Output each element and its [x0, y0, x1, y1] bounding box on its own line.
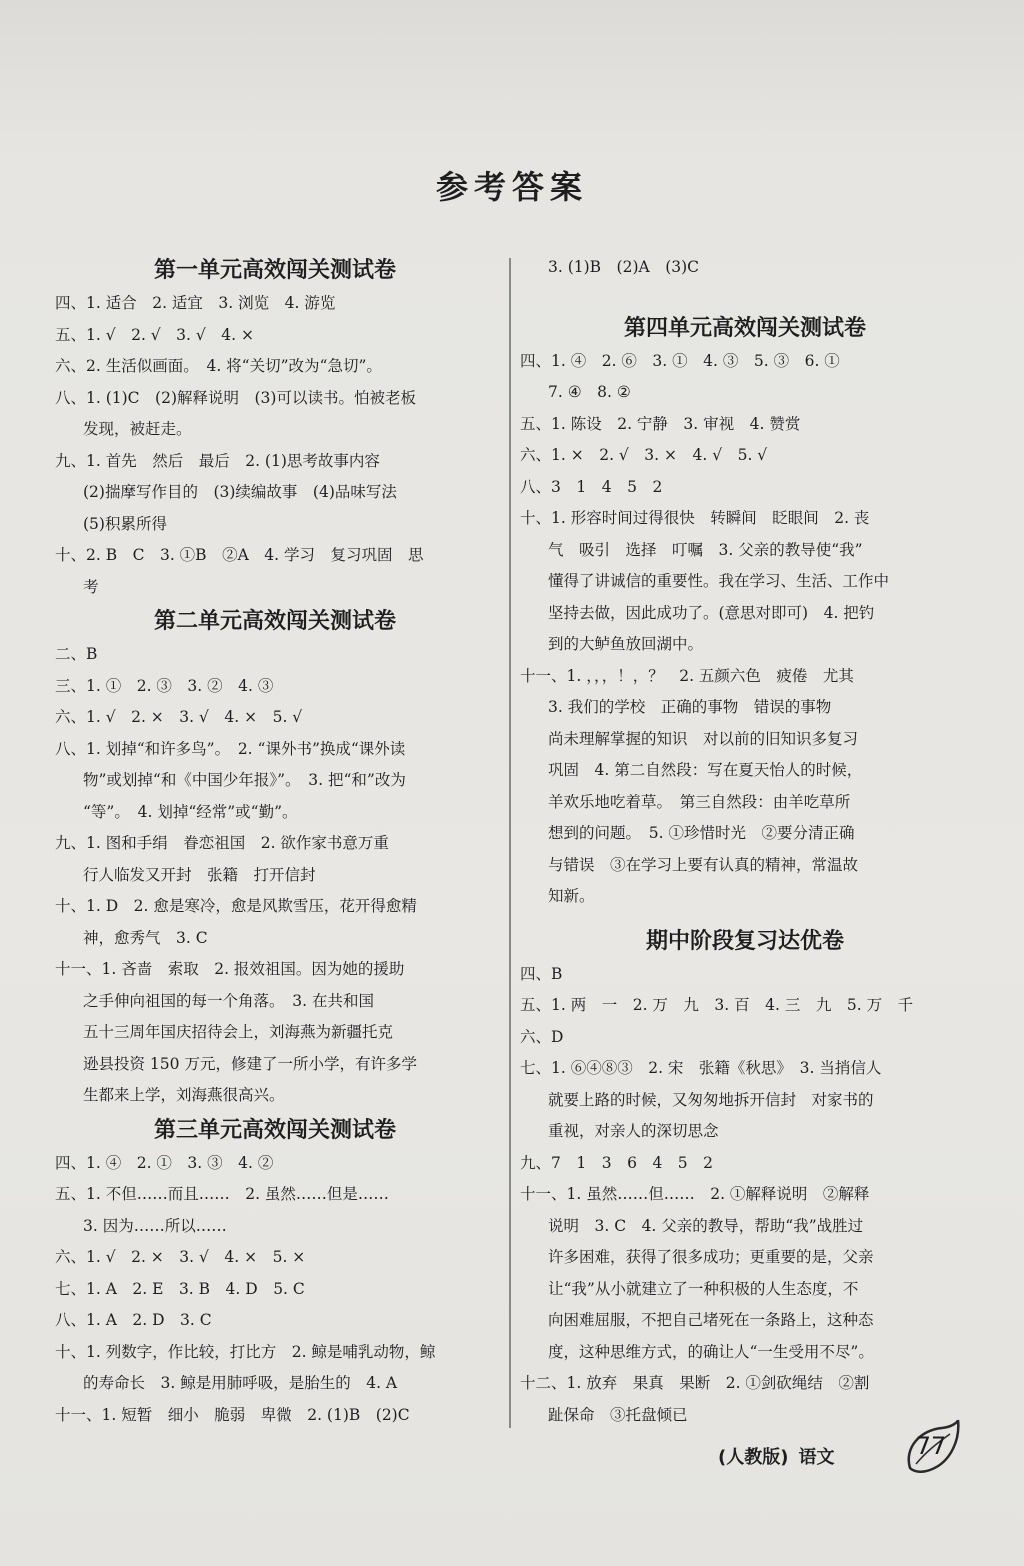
answer-line: 就要上路的时候，又匆匆地拆开信封 对家书的: [548, 1090, 874, 1109]
answer-line: 八、1. A 2. D 3. C: [55, 1311, 212, 1329]
answer-line: 3. 我们的学校 正确的事物 错误的事物: [548, 698, 832, 716]
answer-line: 之手伸向祖国的每一个角落。 3. 在共和国: [83, 991, 374, 1010]
answer-line: 想到的问题。 5. ①珍惜时光 ②要分清正确: [548, 824, 855, 842]
answer-line: 五、1. √ 2. √ 3. √ 4. ×: [55, 325, 254, 344]
page-title: 参考答案: [435, 168, 588, 206]
answer-line: 七、1. A 2. E 3. B 4. D 5. C: [55, 1279, 305, 1298]
answer-line: 懂得了讲诚信的重要性。我在学习、生活、工作中: [548, 572, 890, 590]
answer-line: 巩固 4. 第二自然段：写在夏天怡人的时候，: [548, 761, 863, 779]
answer-line: 七、1. ⑥④⑧③ 2. 宋 张籍《秋思》 3. 当捎信人: [520, 1059, 882, 1077]
answer-line: 尚未理解掌握的知识 对以前的旧知识多复习: [548, 729, 859, 748]
answer-line: 羊欢乐地吃着草。 第三自然段：由羊吃草所: [548, 792, 851, 811]
answer-line: 神，愈秀气 3. C: [83, 928, 208, 947]
answer-line: 十、2. B C 3. ①B ②A 4. 学习 复习巩固 思: [55, 546, 424, 564]
answer-line: 知新。: [548, 887, 595, 905]
subject-label: 语文: [798, 1447, 835, 1468]
answer-line: 九、1. 图和手绢 眷恋祖国 2. 欲作家书意万重: [55, 834, 389, 852]
answer-line: (5)积累所得: [83, 514, 167, 533]
answer-line: 3. 因为……所以……: [83, 1216, 227, 1235]
answer-line: 三、1. ① 2. ③ 3. ② 4. ③: [55, 676, 274, 695]
answer-line: 八、3 1 4 5 2: [520, 477, 663, 496]
answer-line: 五、1. 两 一 2. 万 九 3. 百 4. 三 九 5. 万 千: [520, 996, 914, 1014]
answer-line: 十、1. 形容时间过得很快 转瞬间 眨眼间 2. 丧: [520, 509, 870, 527]
page-number: 77: [915, 1432, 947, 1460]
answer-line: 六、2. 生活似画面。 4. 将“关切”改为“急切”。: [55, 357, 382, 375]
answer-line: 坚持去做，因此成功了。(意思对即可) 4. 把钓: [548, 603, 875, 622]
answer-line: 十二、1. 放弃 果真 果断 2. ①剑砍绳结 ②割: [520, 1374, 870, 1392]
answer-line: 十一、1. ，，，！，？ 2. 五颜六色 疲倦 尤其: [520, 666, 854, 685]
answer-line: 六、1. √ 2. × 3. √ 4. × 5. √: [55, 708, 303, 726]
answer-line: 逊县投资 150 万元，修建了一所小学，有许多学: [83, 1054, 417, 1073]
answer-line: 五、1. 陈设 2. 宁静 3. 审视 4. 赞赏: [520, 414, 801, 433]
answer-line: “等”。 4. 划掉“经常”或“勤”。: [83, 802, 298, 821]
answer-line: 生都来上学，刘海燕很高兴。: [83, 1086, 285, 1104]
answer-line: 物”或划掉“和《中国少年报》”。 3. 把“和”改为: [83, 771, 406, 789]
footer: [718, 1436, 834, 1476]
answer-line: 八、1. (1)C (2)解释说明 (3)可以读书。怕被老板: [55, 388, 416, 407]
section-heading-unit4: 第四单元高效闯关测试卷: [623, 315, 866, 341]
answer-line: 3. (1)B (2)A (3)C: [548, 258, 700, 276]
section-heading-unit3: 第三单元高效闯关测试卷: [153, 1117, 396, 1143]
answer-line: 让“我”从小就建立了一种积极的人生态度，不: [548, 1279, 859, 1298]
answer-line: 十、1. D 2. 愈是寒冷，愈是风欺雪压，花开得愈精: [55, 897, 417, 915]
answer-line: 二、B: [55, 645, 98, 663]
right-column: [520, 252, 970, 1431]
answer-line: 四、1. ④ 2. ⑥ 3. ① 4. ③ 5. ③ 6. ①: [520, 351, 840, 370]
answer-line: 九、1. 首先 然后 最后 2. (1)思考故事内容: [55, 451, 380, 470]
answer-line: 十一、1. 短暂 细小 脆弱 卑微 2. (1)B (2)C: [55, 1405, 410, 1424]
answer-line: 四、B: [520, 964, 563, 983]
answer-line: 四、1. 适合 2. 适宜 3. 浏览 4. 游览: [55, 294, 336, 312]
answer-line: 7. ④ 8. ②: [548, 383, 631, 401]
answer-line: 的寿命长 3. 鲸是用肺呼吸，是胎生的 4. A: [83, 1374, 398, 1392]
answer-line: 到的大鲈鱼放回湖中。: [548, 635, 704, 653]
left-column: [55, 252, 495, 1431]
answer-line: 六、1. √ 2. × 3. √ 4. × 5. ×: [55, 1248, 306, 1266]
answer-line: 五、1. 不但……而且…… 2. 虽然……但是……: [55, 1185, 389, 1203]
edition-label: (人教版): [718, 1447, 789, 1468]
answer-line: 发现，被赶走。: [83, 420, 192, 438]
answer-line: 行人临发又开封 张籍 打开信封: [83, 865, 316, 884]
answer-line: 十一、1. 吝啬 索取 2. 报效祖国。因为她的援助: [55, 960, 405, 978]
answer-line: 九、7 1 3 6 4 5 2: [520, 1153, 714, 1172]
answer-line: 重视，对亲人的深切思念: [548, 1122, 719, 1140]
answer-line: 五十三周年国庆招待会上，刘海燕为新疆托克: [83, 1023, 394, 1041]
section-heading-unit2: 第二单元高效闯关测试卷: [153, 609, 396, 634]
answer-line: 向困难屈服，不把自己堵死在一条路上，这种态: [548, 1311, 874, 1329]
answer-line: 八、1. 划掉“和许多鸟”。 2. “课外书”换成“课外读: [55, 739, 406, 758]
answer-line: 说明 3. C 4. 父亲的教导，帮助“我”战胜过: [548, 1216, 864, 1235]
section-heading-unit1: 第一单元高效闯关测试卷: [153, 258, 396, 283]
answer-line: 趾保命 ③托盘倾已: [548, 1405, 688, 1424]
column-divider: [509, 258, 511, 1428]
answer-line: 六、D: [520, 1027, 564, 1046]
answer-line: 四、1. ④ 2. ① 3. ③ 4. ②: [55, 1153, 274, 1172]
answer-line: 十、1. 列数字，作比较，打比方 2. 鲸是哺乳动物，鲸: [55, 1342, 436, 1361]
answer-line: 与错误 ③在学习上要有认真的精神，常温故: [548, 855, 859, 874]
answer-line: 十一、1. 虽然……但…… 2. ①解释说明 ②解释: [520, 1185, 870, 1203]
answer-line: 度，这种思维方式，的确让人“一生受用不尽”。: [548, 1342, 874, 1361]
answer-line: 考: [83, 577, 99, 596]
answer-line: 六、1. × 2. √ 3. × 4. √ 5. √: [520, 446, 768, 464]
answer-line: 气 吸引 选择 叮嘱 3. 父亲的教导使“我”: [548, 540, 863, 559]
section-heading-midterm: 期中阶段复习达优卷: [645, 928, 844, 954]
answer-line: (2)揣摩写作目的 (3)续编故事 (4)品味写法: [83, 483, 397, 501]
answer-line: 许多困难，获得了很多成功；更重要的是，父亲: [548, 1248, 874, 1266]
